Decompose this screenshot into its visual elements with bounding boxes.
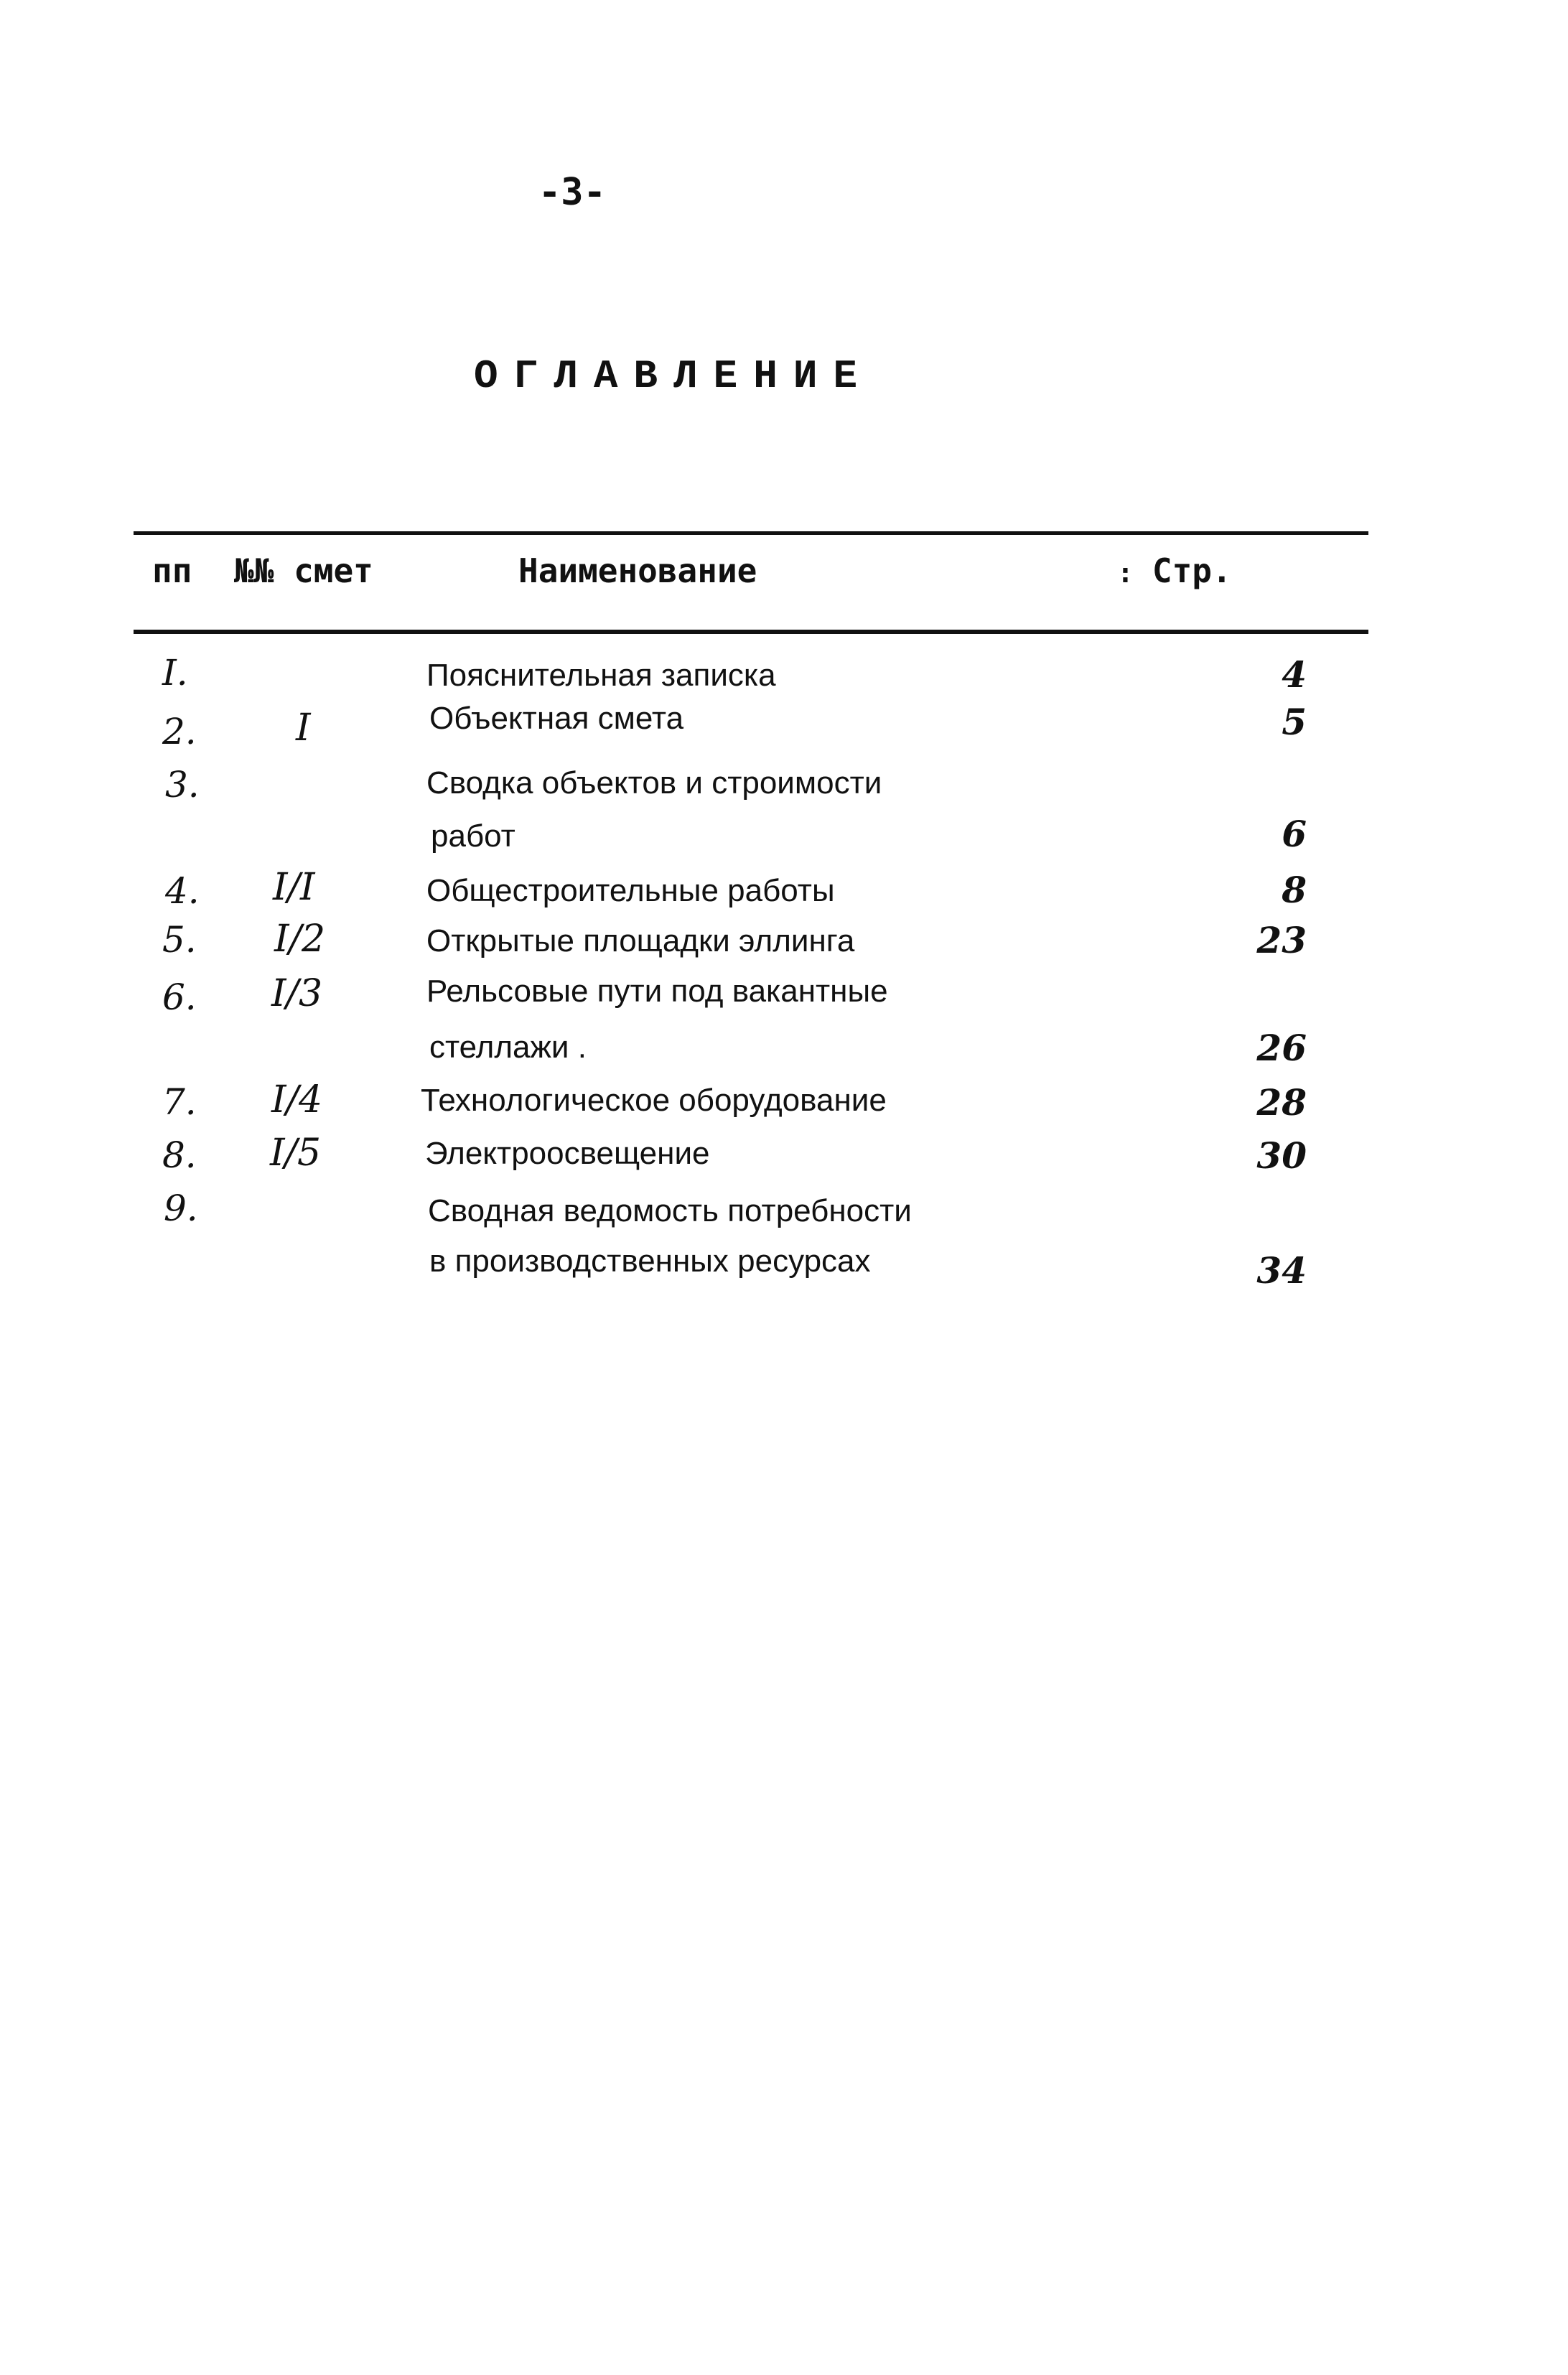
- row-5-page: 23: [1256, 919, 1307, 961]
- header-estimate-no: №№ смет: [234, 551, 373, 590]
- row-7-page: 28: [1256, 1081, 1307, 1124]
- header-page-label: Стр.: [1152, 551, 1232, 590]
- row-3-name-line-2: работ: [431, 818, 515, 854]
- row-4-pp: 4.: [165, 870, 200, 912]
- row-3-name-line-1: Сводка объектов и строимости: [426, 765, 882, 801]
- row-2-page: 5: [1282, 701, 1307, 743]
- header-page: [1117, 551, 1232, 590]
- row-7-name: Технологическое оборудование: [421, 1083, 887, 1118]
- table-top-rule: [134, 531, 1368, 535]
- row-1-page: 4: [1282, 653, 1307, 696]
- table-header-rule: [134, 630, 1368, 634]
- row-9-page: 34: [1256, 1249, 1307, 1292]
- row-8-pp: 8.: [162, 1134, 197, 1176]
- row-3-page: 6: [1282, 813, 1307, 855]
- page-title: ОГЛАВЛЕНИЕ: [474, 353, 874, 399]
- page-number: -3-: [538, 171, 606, 214]
- row-6-page: 26: [1256, 1027, 1307, 1069]
- header-pp: пп: [152, 551, 192, 590]
- row-6-name-line-2: стеллажи .: [429, 1030, 587, 1065]
- row-7-estimate-no: I/4: [271, 1078, 323, 1121]
- row-2-estimate-no: I: [296, 706, 311, 750]
- row-3-pp: 3.: [165, 764, 200, 806]
- row-7-pp: 7.: [162, 1081, 197, 1123]
- row-6-name-line-1: Рельсовые пути под вакантные: [426, 974, 888, 1009]
- row-8-name: Электроосвещение: [425, 1136, 710, 1171]
- row-8-estimate-no: I/5: [270, 1131, 322, 1175]
- row-5-estimate-no: I/2: [274, 918, 326, 961]
- row-6-pp: 6.: [162, 976, 197, 1018]
- row-8-page: 30: [1256, 1134, 1307, 1177]
- header-separator: :: [1117, 557, 1134, 589]
- row-4-name: Общестроительные работы: [426, 873, 835, 908]
- row-4-estimate-no: I/I: [273, 866, 315, 909]
- row-9-name-line-2: в производственных ресурсах: [429, 1244, 871, 1279]
- row-1-pp: I.: [162, 652, 188, 694]
- row-5-name: Открытые площадки эллинга: [426, 923, 855, 958]
- header-name: Наименование: [518, 551, 757, 590]
- row-9-name-line-1: Сводная ведомость потребности: [428, 1193, 912, 1228]
- row-4-page: 8: [1282, 869, 1307, 911]
- row-2-pp: 2.: [162, 711, 197, 752]
- row-1-name: Пояснительная записка: [426, 658, 776, 693]
- row-9-pp: 9.: [164, 1188, 198, 1229]
- row-5-pp: 5.: [162, 919, 197, 961]
- row-6-estimate-no: I/3: [271, 972, 323, 1015]
- row-2-name: Объектная смета: [429, 701, 684, 736]
